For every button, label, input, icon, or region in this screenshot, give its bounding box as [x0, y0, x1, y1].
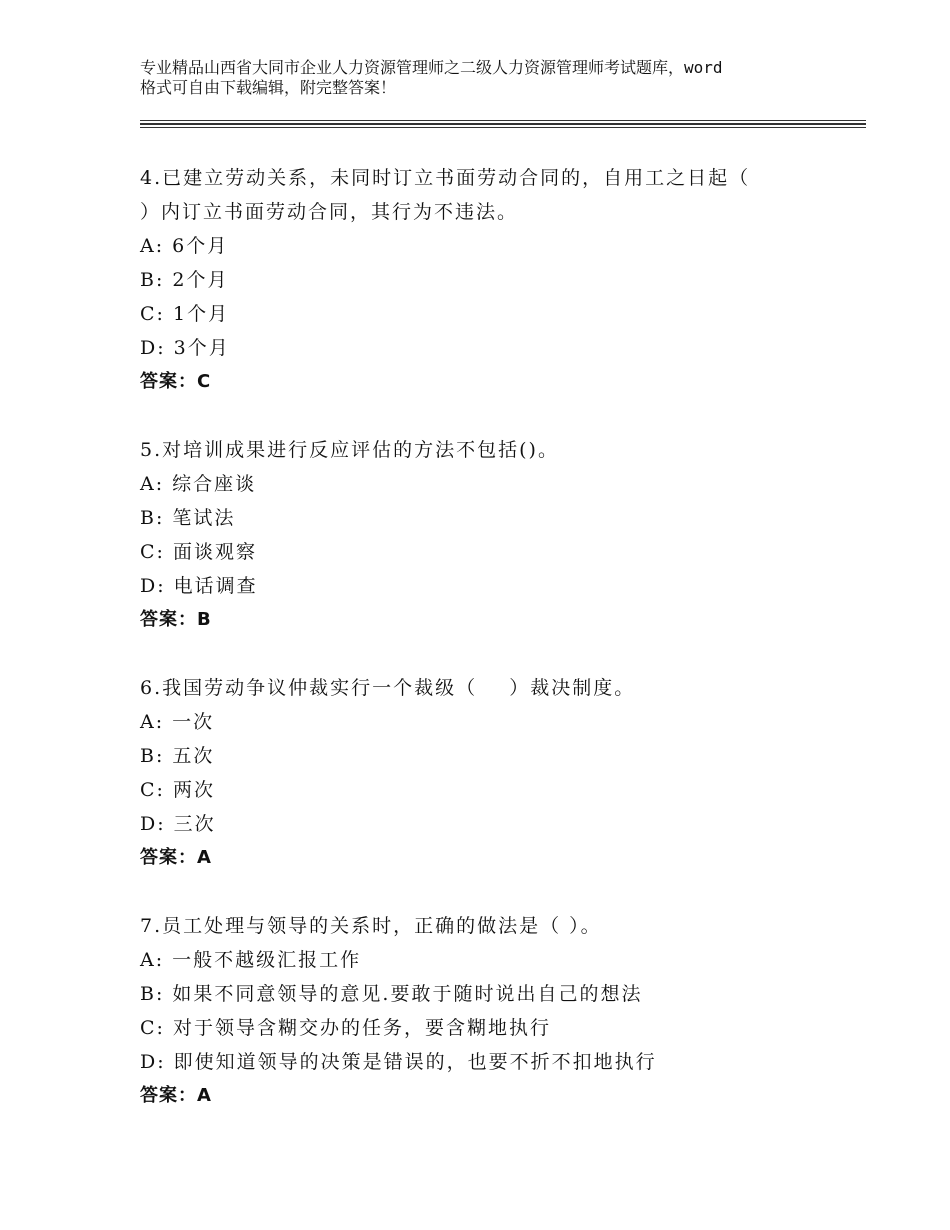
option-c: C: 两次: [140, 779, 215, 801]
question-stem: 5.对培训成果进行反应评估的方法不包括()。: [140, 439, 559, 461]
question-7: [140, 909, 860, 1113]
option-a: A: 综合座谈: [140, 473, 257, 495]
document-header: [140, 58, 840, 98]
answer-label: 答案：B: [140, 609, 212, 630]
option-a: A: 一般不越级汇报工作: [140, 949, 362, 971]
answer-label: 答案：A: [140, 1085, 212, 1106]
question-spacer: [140, 637, 860, 671]
option-d: D: 3个月: [140, 337, 230, 359]
option-a: A: 一次: [140, 711, 215, 733]
question-5: [140, 433, 860, 637]
option-a: A: 6个月: [140, 235, 229, 257]
option-c: C: 面谈观察: [140, 541, 257, 563]
option-c: C: 对于领导含糊交办的任务，要含糊地执行: [140, 1017, 551, 1039]
option-d: D: 三次: [140, 813, 216, 835]
question-6: [140, 671, 860, 875]
header-line-1: 专业精品山西省大同市企业人力资源管理师之二级人力资源管理师考试题库，word: [140, 58, 723, 77]
header-line-2: 格式可自由下载编辑，附完整答案！: [140, 78, 397, 97]
answer-label: 答案：A: [140, 847, 212, 868]
option-b: B: 五次: [140, 745, 215, 767]
question-stem: 4.已建立劳动关系，未同时订立书面劳动合同的，自用工之日起（: [140, 167, 751, 189]
question-stem: 6.我国劳动争议仲裁实行一个裁级（ ）裁决制度。: [140, 677, 636, 699]
question-stem-continued: ）内订立书面劳动合同，其行为不违法。: [140, 201, 519, 223]
header-rule-bottom: [140, 127, 866, 128]
question-spacer: [140, 399, 860, 433]
option-b: B: 2个月: [140, 269, 229, 291]
header-rule-top: [140, 120, 866, 121]
answer-label: 答案：C: [140, 371, 212, 392]
question-list: [140, 161, 860, 1113]
option-b: B: 如果不同意领导的意见.要敢于随时说出自己的想法: [140, 983, 643, 1005]
option-d: D: 电话调查: [140, 575, 258, 597]
question-spacer: [140, 875, 860, 909]
option-c: C: 1个月: [140, 303, 230, 325]
question-4: [140, 161, 860, 399]
option-d: D: 即使知道领导的决策是错误的，也要不折不扣地执行: [140, 1051, 657, 1073]
option-b: B: 笔试法: [140, 507, 236, 529]
question-stem: 7.员工处理与领导的关系时，正确的做法是（ ）。: [140, 915, 602, 937]
header-rule-middle: [140, 123, 866, 125]
